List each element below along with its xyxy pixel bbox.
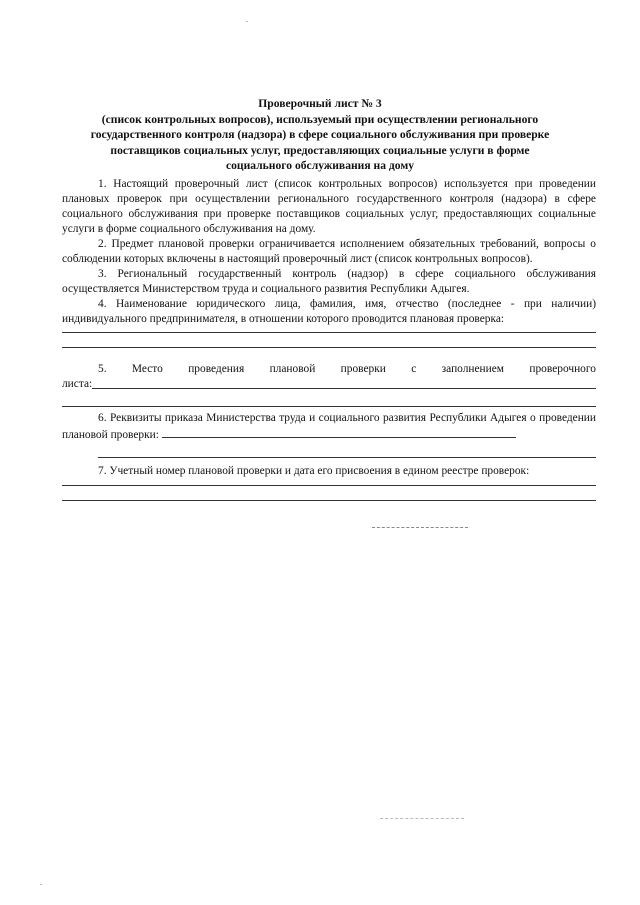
paragraph-5-line [62,362,596,377]
paragraph-5-tail [62,377,596,392]
paragraph-2: 2. Предмет плановой проверки ограничивается исполнением обязательных требований, вопросы о соблюдении которых включены в настоящий проверочный лист (список контрольных вопросов). [62,238,596,265]
paragraph-3: 3. Региональный государственный контроль (надзор) в сфере социального обслуживания осуществляется Министерством труда и социального развития Республики Адыгея. [62,268,596,295]
title-line-3: государственного контроля (надзора) в сфере социального обслуживания при проверке [90,128,550,141]
title-line-2: (список контрольных вопросов), используемый при осуществлении регионального [101,112,539,126]
title-line-1: Проверочный лист № 3 [258,97,382,110]
blank-line-6a[interactable] [162,426,516,438]
p5-word-6: с [411,363,417,375]
p6-text: 6. Реквизиты приказа Министерства труда и социального развития Республики Адыгея о проведении плановой проверки: [62,412,596,441]
paragraph-4: 4. Наименование юридического лица, фамилия, имя, отчество (последнее - при наличии) индивидуального предпринимателя, в отношении которого проводится плановая проверка: [62,298,596,325]
paragraph-6 [62,411,596,443]
p5-word-2: Место [131,363,163,375]
document-body [62,177,596,501]
scan-artifact-line [380,818,464,819]
title-line-4: поставщиков социальных услуг, предоставляющих социальные услуги в форме [110,143,530,157]
p5-word-5: проверки [340,363,386,375]
scan-artifact-line [372,527,468,528]
paragraph-7: 7. Учетный номер плановой проверки и дата его присвоения в едином реестре проверок: [98,465,530,477]
scan-speck [246,21,248,22]
blank-line-5a[interactable] [92,377,596,389]
p5-word-4: плановой [269,363,316,375]
document-title [60,96,580,174]
title-line-5: социального обслуживания на дому [225,159,415,172]
blank-line-7b[interactable] [62,500,596,501]
p5-word-3: проведения [188,363,245,375]
p5-tail-label: листа: [62,378,93,390]
p5-word-8: проверочного [529,363,596,375]
paragraph-1: 1. Настоящий проверочный лист (список контрольных вопросов) используется при проведении плановых проверок при осуществлении регионального государственного контроля (надзора) в сфере социального обслуживания при проверке поставщиков социальных услуг, предоставляющих социальные услуги в форме социального обслуживания на дому. [62,178,596,235]
scan-speck [40,884,42,885]
p5-word-1: 5. [98,363,107,375]
p5-word-7: заполнением [441,363,505,375]
